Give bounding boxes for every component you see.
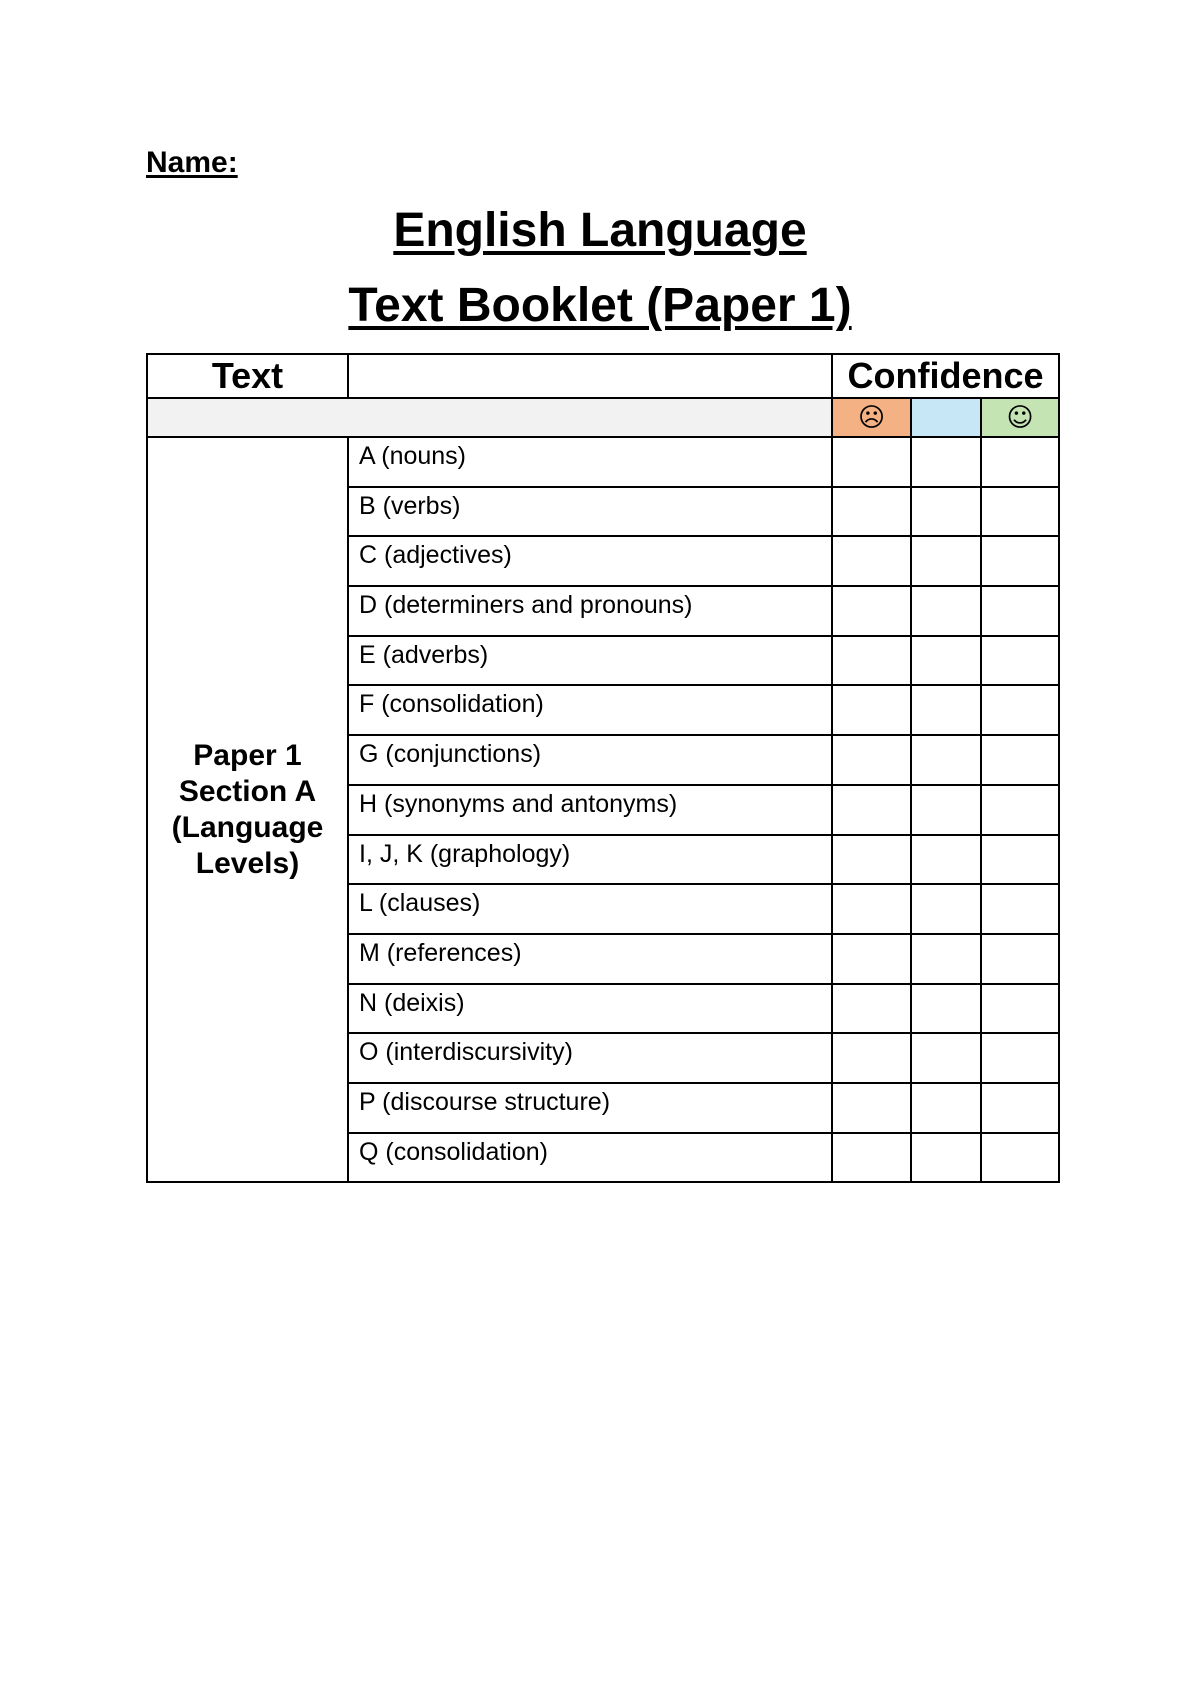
confidence-mid-cell[interactable] — [911, 487, 981, 537]
confidence-low-cell[interactable] — [832, 1133, 911, 1183]
confidence-key-row — [147, 398, 1059, 437]
section-label-line: (Language — [171, 810, 324, 844]
table-row — [147, 437, 1059, 487]
topic-label: B (verbs) — [348, 487, 832, 537]
topic-label: M (references) — [348, 934, 832, 984]
confidence-high-cell[interactable] — [981, 586, 1059, 636]
topic-label: P (discourse structure) — [348, 1083, 832, 1133]
header-confidence: Confidence — [832, 354, 1059, 398]
confidence-high-cell[interactable] — [981, 1033, 1059, 1083]
confidence-high-cell[interactable] — [981, 785, 1059, 835]
confidence-high-cell[interactable] — [981, 636, 1059, 686]
sad-face-icon: ☹ — [857, 402, 886, 433]
section-label-line: Levels) — [195, 846, 300, 880]
confidence-mid-cell[interactable] — [911, 586, 981, 636]
topic-label: N (deixis) — [348, 984, 832, 1034]
confidence-high-cell[interactable] — [981, 685, 1059, 735]
confidence-low-cell[interactable] — [832, 1083, 911, 1133]
topic-label: G (conjunctions) — [348, 735, 832, 785]
section-label — [147, 437, 348, 1182]
confidence-mid-cell[interactable] — [911, 984, 981, 1034]
confidence-mid-cell[interactable] — [911, 785, 981, 835]
topic-label: A (nouns) — [348, 437, 832, 487]
page-subtitle: Text Booklet (Paper 1) — [348, 279, 852, 332]
confidence-low-cell[interactable] — [832, 984, 911, 1034]
page-title: English Language — [393, 204, 807, 257]
topic-label: I, J, K (graphology) — [348, 835, 832, 885]
confidence-mid-cell[interactable] — [911, 437, 981, 487]
confidence-low-cell[interactable] — [832, 835, 911, 885]
confidence-low-cell[interactable] — [832, 586, 911, 636]
confidence-high-cell[interactable] — [981, 884, 1059, 934]
topic-label: F (consolidation) — [348, 685, 832, 735]
confidence-mid-cell[interactable] — [911, 1033, 981, 1083]
header-text: Text — [147, 354, 348, 398]
confidence-low-cell[interactable] — [832, 437, 911, 487]
name-label: Name: — [146, 146, 238, 179]
confidence-low-cell[interactable] — [832, 1033, 911, 1083]
confidence-high-cell[interactable] — [981, 1133, 1059, 1183]
confidence-high-cell[interactable] — [981, 984, 1059, 1034]
confidence-high-key — [981, 398, 1059, 437]
confidence-mid-cell[interactable] — [911, 536, 981, 586]
confidence-low-key — [832, 398, 911, 437]
confidence-mid-cell[interactable] — [911, 735, 981, 785]
confidence-low-cell[interactable] — [832, 785, 911, 835]
confidence-low-cell[interactable] — [832, 536, 911, 586]
table-header-row — [147, 354, 1059, 398]
confidence-high-cell[interactable] — [981, 437, 1059, 487]
confidence-high-cell[interactable] — [981, 536, 1059, 586]
confidence-mid-cell[interactable] — [911, 884, 981, 934]
section-label-line: Paper 1 — [193, 738, 302, 772]
confidence-high-cell[interactable] — [981, 835, 1059, 885]
confidence-mid-cell[interactable] — [911, 835, 981, 885]
confidence-high-cell[interactable] — [981, 487, 1059, 537]
topic-label: C (adjectives) — [348, 536, 832, 586]
confidence-tracker-table — [146, 353, 1060, 1183]
confidence-high-cell[interactable] — [981, 735, 1059, 785]
confidence-mid-cell[interactable] — [911, 934, 981, 984]
topic-label: D (determiners and pronouns) — [348, 586, 832, 636]
confidence-low-cell[interactable] — [832, 735, 911, 785]
confidence-low-cell[interactable] — [832, 884, 911, 934]
header-blank — [348, 354, 832, 398]
confidence-mid-cell[interactable] — [911, 1083, 981, 1133]
topic-label: E (adverbs) — [348, 636, 832, 686]
key-blank — [147, 398, 832, 437]
topic-label: Q (consolidation) — [348, 1133, 832, 1183]
confidence-mid-key — [911, 398, 981, 437]
confidence-low-cell[interactable] — [832, 487, 911, 537]
confidence-high-cell[interactable] — [981, 1083, 1059, 1133]
confidence-low-cell[interactable] — [832, 636, 911, 686]
happy-face-icon: ☺ — [1006, 402, 1034, 433]
topic-label: O (interdiscursivity) — [348, 1033, 832, 1083]
section-label-line: Section A — [178, 774, 317, 808]
confidence-mid-cell[interactable] — [911, 636, 981, 686]
confidence-low-cell[interactable] — [832, 685, 911, 735]
confidence-mid-cell[interactable] — [911, 1133, 981, 1183]
topic-label: L (clauses) — [348, 884, 832, 934]
confidence-high-cell[interactable] — [981, 934, 1059, 984]
topic-label: H (synonyms and antonyms) — [348, 785, 832, 835]
confidence-low-cell[interactable] — [832, 934, 911, 984]
confidence-mid-cell[interactable] — [911, 685, 981, 735]
